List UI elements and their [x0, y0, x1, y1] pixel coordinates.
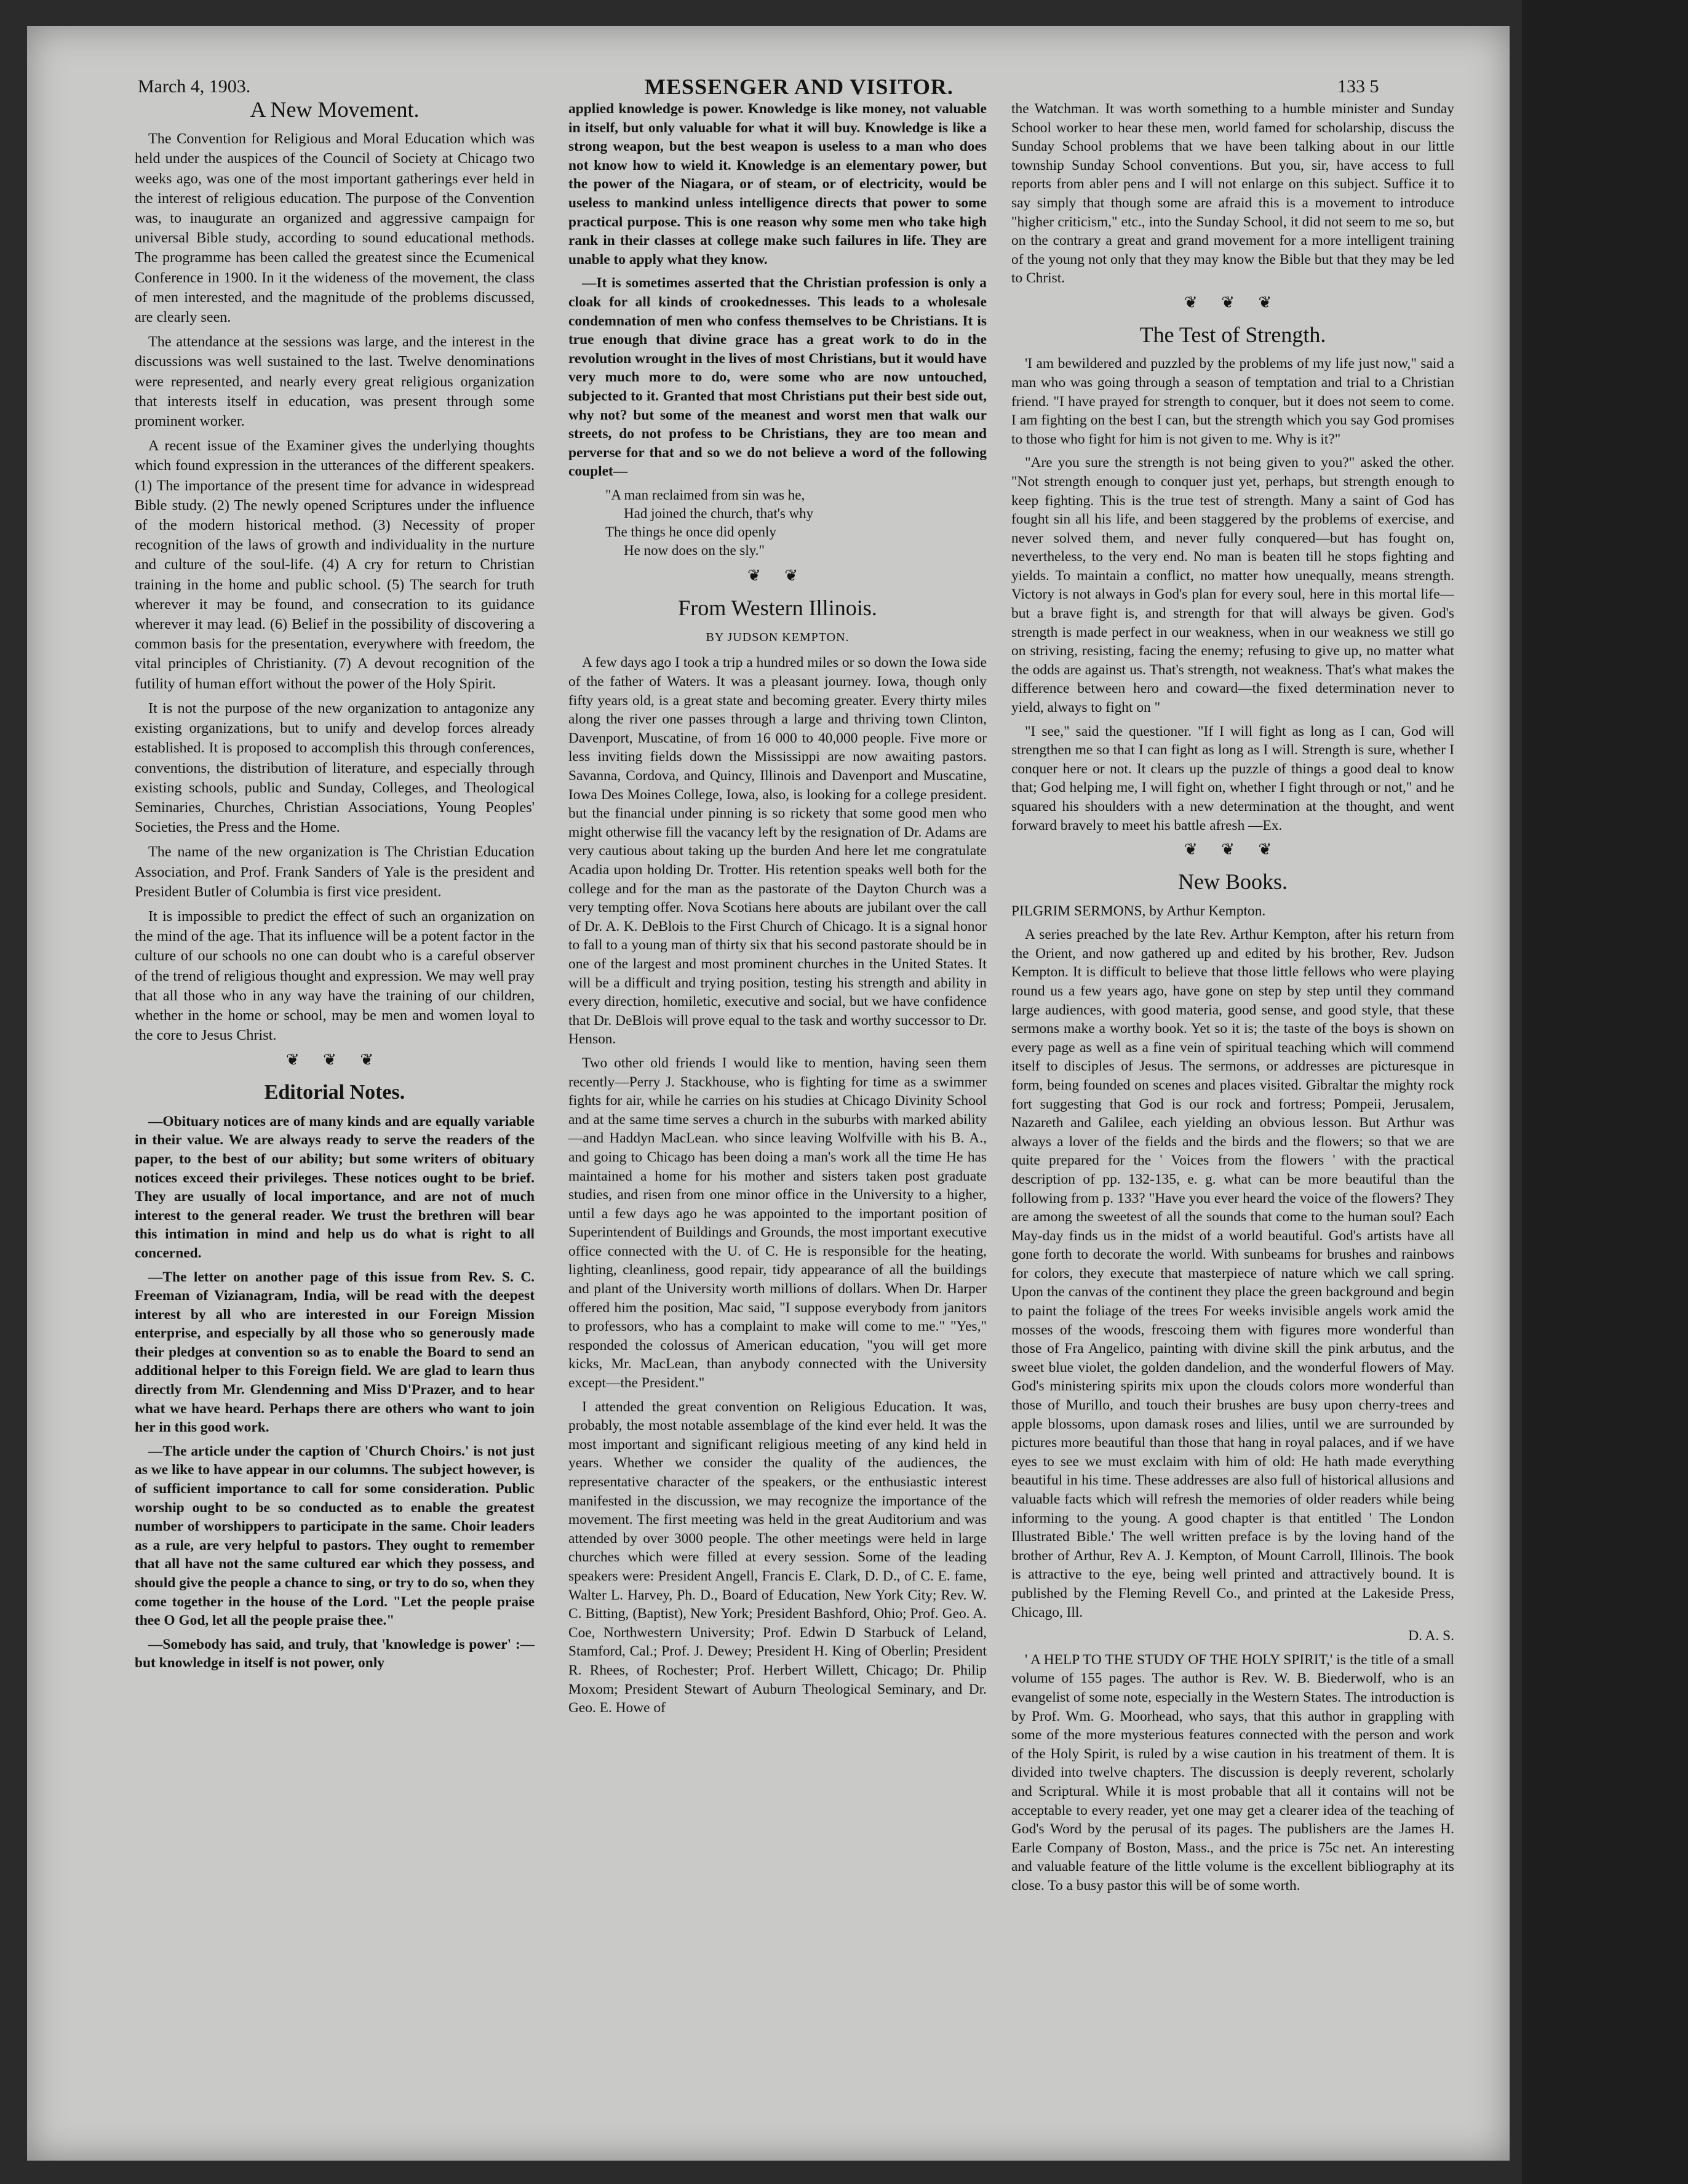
- heading-new-movement: A New Movement.: [250, 100, 420, 122]
- poem-line: The things he once did openly: [605, 524, 776, 540]
- paragraph: A few days ago I took a trip a hundred miles or so down the Iowa side of the father of Waters. It was a pleasant journey. Iowa, though only fifty years old, is a great state and becoming greater. Every thirty miles along the river one passes through a large and thriving town Clinton, Davenport, Muscatine, of from 16 000 to 40,000 people. Five more or less inviting fields down the Mississippi are now awaiting pastors. Savanna, Cordova, and Quincy, Illinois and Davenport and Muscatine, Iowa Des Moines College, Iowa, also, is looking for a college president. but the financial under pinning is so rickety that some good men who might otherwise fill the vacancy left by the resignation of Dr. Adams are very cautious about taking up the burden And here let me congratulate Acadia upon holding Dr. Trotter. His retention speaks well both for the college and for the man as the pastorate of the Dayton Church was a very tempting offer. Nova Scotians here abouts are jubilant over the call of Dr. A. K. DeBlois to the First Church of Chicago. It is a signal honor to fall to a young man of thirty six that his second pastorate should be in one of the largest and most prominent churches in the United States. It will be a difficult and trying position, testing his strength and ability in every direction, homiletic, executive and social, but we have confidence that Dr. DeBlois will prove equal to the task and worthy successor to Dr. Henson.: [568, 655, 987, 1048]
- byline: BY JUDSON KEMPTON.: [706, 631, 850, 645]
- paragraph: The attendance at the sessions was large, and the interest in the discussions was well sustained to the last. Twelve denominations were represented, and nearly every great religious organization that interests itself in education, was present through some prominent worker.: [135, 333, 535, 430]
- heading-western-illinois: From Western Illinois.: [678, 596, 877, 621]
- paragraph: applied knowledge is power. Knowledge is like money, not valuable in itself, but only valuable for what it will buy. Knowledge is like a strong weapon, but the best weapon is useless to a man who does not know how to wield it. Knowledge is an elementary power, but the power of the Niagara, or of steam, or of electricity, would be useless to mankind unless intelligence directs that power to some practical purpose. This is one reason why some men who take high rank in their classes at college make such failures in life. They are unable to apply what they know.: [568, 101, 987, 268]
- paragraph: the Watchman. It was worth something to a humble minister and Sunday School worker to hear these men, world famed for scholarship, discuss the Sunday School problems that we have been talking about in our little township Sunday School conventions. But you, sir, have access to full reports from abler pens and I will not enlarge on this subject. Suffice it to say simply that though some are afraid this is a movement to introduce "higher criticism," etc., into the Sunday School, it did not seem to me so, but on the contrary a great and grand movement for a more intelligent training of the young not only that they may know the Bible but that they may be led to Christ.: [1011, 101, 1454, 287]
- column-middle: [568, 100, 987, 2142]
- ornament-divider: ❦ ❦ ❦: [285, 1051, 384, 1069]
- heading-test-of-strength: The Test of Strength.: [1139, 322, 1326, 348]
- paragraph: It is not the purpose of the new organization to antagonize any existing organizations, but to unify and develop forces already established. It is proposed to accomplish this through conferences, conventions, the distribution of literature, and especially through existing schools, public and Sunday, Colleges, and Theological Seminaries, Churches, Christian Associations, Young Peoples' Societies, the Press and the Home.: [135, 699, 535, 836]
- paragraph: A series preached by the late Rev. Arthur Kempton, after his return from the Orient, and now gathered up and edited by his brother, Rev. Judson Kempton. It is difficult to believe that those little fellows who were playing round us a few years ago, have gone on step by step until they command large audiences, with good materia, good sense, and good style, that these sermons make a worthy book. Yet so it is; the taste of the boys is shown on every page as well as a fine vein of spiritual teaching which will commend itself to disciples of Jesus. The sermons, or addresses are picturesque in form, being founded on scenes and places visited. Gibraltar the mighty rock fort suggesting that God is our rock and fortress; Pompeii, Jerusalem, Nazareth and Galilee, each yielding an obvious lesson. But Arthur was always a lover of the fields and the birds and the flowers; so that we are quite prepared for the ' Voices from the flowers ' with the practical description of pp. 132-135, e. g. what can be more beautiful than the following from p. 133? "Have you ever heard the voice of the flowers? They are among the sweetest of all the sounds that come to the human soul? Each May-day finds us in the midst of a world beautiful. God's artists have all gone forth to decorate the world. With sunbeams for brushes and rainbows for colors, they execute that masterpiece of nature which we call spring. Upon the canvas of the continent they place the green background and begin to paint the foliage of the trees For weeks invisible angels work amid the mosses of the woods, frescoing them with figures more wonderful than those of Fra Angelico, painting with divine skill the pink arbutus, and the sweet blue violet, the golden dandelion, and the wonderful flowers of May. God's ministering spirits mix upon the clouds colors more wonderful than those of Murillo, and touch their brushes are busy upon cherry-trees and apple blossoms, upon damask roses and lilies, until we are surrounded by pictures more beautiful than those that hang in royal palaces, and if we have eyes to see we must exclaim with him of old: He hath made everything beautiful in his time. These addresses are also full of historical allusions and valuable facts which will refresh the memories of older readers while being informing to the young. A good chapter is that entitled ' The London Illustrated Bible.' The well written preface is by the loving hand of the brother of Arthur, Rev A. J. Kempton, of Mount Carroll, Illinois. The book is attractive to the eye, being well printed and attractively bound. It is published by the Fleming Revell Co., and printed at the Lakeside Press, Chicago, Ill.: [1011, 927, 1454, 1620]
- paragraph: ' A HELP TO THE STUDY OF THE HOLY SPIRIT,' is the title of a small volume of 155 pages. The author is Rev. W. B. Biederwolf, who is an evangelist of some note, especially in the Western States. The introduction is by Prof. Wm. G. Moorhead, who says, that this author in grappling with some of the more mysterious features connected with the person and work of the Holy Spirit, is ruled by a wise caution in his treatment of them. It is divided into twelve chapters. The discussion is deeply reverent, scholarly and Scriptural. While it is most probable that all it contains will not be acceptable to every reader, yet one may get a clearer idea of the teaching of God's Word by the perusal of its pages. The publishers are the James H. Earle Company of Boston, Mass., and the price is 75c net. An interesting and valuable feature of the little volume is the excellent bibliography at its close. To a busy pastor this will be of some worth.: [1011, 1651, 1454, 1894]
- editorial-note: —The letter on another page of this issue from Rev. S. C. Freeman of Vizianagram, India, will be read with the deepest interest by all who are interested in our Foreign Mission enterprise, and especially by all those who so generously made their pledges at convention so as to enable the Board to send an additional helper to this Foreign field. We are glad to learn thus directly from Mr. Glendenning and Miss D'Prazer, and to hear what we have heard. Perhaps there are others who want to join her in this good work.: [135, 1269, 535, 1436]
- masthead-title: MESSENGER AND VISITOR.: [645, 74, 953, 99]
- poem-couplet: [605, 486, 987, 560]
- ornament-divider: ❦ ❦ ❦: [1184, 840, 1282, 859]
- paragraph: —It is sometimes asserted that the Christian profession is only a cloak for all kinds of crookednesses. This leads to a wholesale condemnation of men who confess themselves to be Christians. It is true enough that divine grace has a great work to do in the revolution wrought in the lives of most Christians, but it would have very much more to do, were some who are now untouched, subjected to it. Granted that most Christians put their best side out, why not? but some of the meanest and worst men that walk our streets, do not profess to be Christians, they are too mean and perverse for that and so we do not believe a word of the following couplet—: [568, 275, 987, 480]
- dark-page-edge: [1522, 0, 1688, 2184]
- paragraph: The name of the new organization is The Christian Education Association, and Prof. Frank Sanders of Yale is the president and President Butler of Columbia is first vice president.: [135, 843, 535, 900]
- paragraph: Two other old friends I would like to mention, having seen them recently—Perry J. Stackhouse, who is fighting for time as a swimmer fights for air, while he carries on his studies at Chicago Divinity School and at the same time serves a church in the suburbs with marked ability —and Haddyn MacLean. who since leaving Wolfville with his B. A., and going to Chicago has been doing a man's work all the time He has maintained a home for his mother and sisters taken post graduate studies, and risen from one minor office in the University to a higher, until a few days ago he was appointed to the important position of Superintendent of Buildings and Grounds, the most important executive office connected with the U. of C. He is responsible for the heating, lighting, cleanliness, good repair, tidy appearance of all the buildings and plant of the University worth millions of dollars. When Dr. Harper offered him the position, Mac said, "I suppose everybody from janitors to professors, who has a complaint to make will come to me." "Yes," responded the colossus of American education, "you will get more kicks, Mr. MacLean, than anybody connected with the University except—the President.": [568, 1054, 987, 1392]
- paragraph: A recent issue of the Examiner gives the underlying thoughts which found expression in the utterances of the different speakers. (1) The importance of the present time for advance in widespread Bible study. (2) The newly opened Scriptures under the influence of the modern historical method. (3) Necessity of proper recognition of the laws of growth and individuality in the nurture and culture of the soul-life. (4) A cry for return to Christian training in the home and public school. (5) The search for truth wherever it may be found, and consecration to its guidance wherever it may lead. (6) Belief in the possibility of discovering a common basis for the presentation, everywhere with freedom, the vital principles of Christianity. (7) A devout recognition of the futility of human effort without the power of the Holy Spirit.: [135, 437, 535, 692]
- heading-new-books: New Books.: [1178, 869, 1288, 895]
- poem-line: Had joined the church, that's why: [624, 505, 814, 521]
- poem-line: "A man reclaimed from sin was he,: [605, 487, 805, 503]
- newspaper-page: [27, 26, 1510, 2161]
- ornament-divider: ❦ ❦ ❦: [1184, 293, 1282, 311]
- paragraph: I attended the great convention on Religious Education. It was, probably, the most notable assemblage of the kind ever held. It was the most important and significant religious meeting of any kind held in years. Whether we consider the quality of the audiences, the representative character of the speakers, or the enthusiastic interest manifested in the discussion, we may recognize the importance of the movement. The first meeting was held in the great Auditorium and was attended by over 3000 people. The other meetings were held in large churches which were filled at every session. Some of the leading speakers were: President Angell, Francis E. Clark, D. D., of C. E. fame, Walter L. Harvey, Ph. D., Board of Education, New York City; Rev. W. C. Bitting, (Baptist), New York; President Bashford, Ohio; Prof. Geo. A. Coe, Northwestern University; Prof. Edwin D Starbuck of Leland, Stamford, Cal.; Prof. J. Dewey; President H. King of Oberlin; President R. Rhees, of Rochester; Prof. Herbert Willett, Chicago; Dr. Philip Moxom; President Stewart of Auburn Theological Seminary, and Dr. Geo. E. Howe of: [568, 1398, 987, 1716]
- paragraph: It is impossible to predict the effect of such an organization on the mind of the age. That its influence will be a potent factor in the culture of our schools no one can doubt who is a careful observer of the trend of religious thought and expression. We may well pray that all those who in any way have the training of our children, whether in the home or school, may be men and women loyal to the core to Jesus Christ.: [135, 907, 535, 1044]
- paragraph: 'I am bewildered and puzzled by the problems of my life just now," said a man who was going through a season of temptation and trial to a Christian friend. "I have prayed for strength to conquer, but it does not seem to come. I am fighting on the best I can, but the strength which you say God promises to those who fight for him is not given to me. Why is it?": [1011, 356, 1454, 447]
- poem-line: He now does on the sly.": [624, 542, 765, 558]
- paragraph: "I see," said the questioner. "If I will fight as long as I can, God will strengthen me so that I can fight as long as I will. Strength is sure, whether I conquer here or not. It clears up the puzzle of things a good deal to know that; God helping me, I will fight on, whether I fight through or not," and he squared his shoulders with a new determination at the thought, and went forward bravely to meet his battle afresh —Ex.: [1011, 723, 1454, 834]
- editorial-note: —Somebody has said, and truly, that 'knowledge is power' :—but knowledge in itself is not power, only: [135, 1636, 535, 1672]
- page-number: 133 5: [1337, 76, 1379, 97]
- heading-editorial-notes: Editorial Notes.: [264, 1080, 405, 1104]
- editorial-note: —The article under the caption of 'Church Choirs.' is not just as we like to have appear in our columns. The subject however, is of sufficient importance to call for some consideration. Public worship ought to be so conducted as to enable the greatest number of worshippers to participate in the same. Choir leaders as a rule, are very helpful to pastors. They ought to remember that all have not the same cultured ear which they possess, and should give the people a chance to sing, or try to do so, when they come together in the house of the Lord. "Let the people praise thee O God, let all the people praise thee.": [135, 1443, 535, 1629]
- column-left: [135, 100, 535, 2142]
- ornament-divider: ❦ ❦: [747, 566, 808, 584]
- column-right: [1011, 100, 1454, 2142]
- paragraph: The Convention for Religious and Moral Education which was held under the auspices of the Council of Society at Chicago two weeks ago, was one of the most important gatherings ever held in the interest of religious education. The purpose of the Convention was, to inaugurate an organized and aggressive campaign for universal Bible study, according to sound educational methods. The programme has been called the greatest since the Ecumenical Conference in 1900. In it the wideness of the movement, the class of men interested, and the magnitude of the problems discussed, are clearly seen.: [135, 130, 535, 326]
- signature: D. A. S.: [1408, 1628, 1454, 1644]
- editorial-note: —Obituary notices are of many kinds and are equally variable in their value. We are always ready to serve the readers of the paper, to the best of our ability; but some writers of obituary notices exceed their privileges. These notices ought to be brief. They are usually of local importance, and are not of much interest to the general reader. We trust the brethren will bear this intimation in mind and help us do what is right to all concerned.: [135, 1113, 535, 1261]
- paragraph: "Are you sure the strength is not being given to you?" asked the other. "Not strength enough to conquer just yet, perhaps, but strength enough to keep fighting. This is the true test of strength. Many a saint of God has fought sin all his life, and been staggered by the problems of exercise, and never solved them, and never fully conquered—but has fought on, nevertheless, to the very end. No man is beaten till he stops fighting and yields. To maintain a conflict, no matter how unequally, means strength. Victory is not always in God's plan for every soul, here in this mortal life—but a brave fight is, and strength for that will always be given. God's strength is made perfect in our weakness, when in our weakness we still go on striving, resisting, facing the enemy; refusing to give up, no matter what the odds are against us. That's strength, not weakness. That's what makes the difference between hero and coward—the fixed determination never to yield, always to fight on ": [1011, 455, 1454, 716]
- issue-date: March 4, 1903.: [138, 76, 251, 97]
- book-title: PILGRIM SERMONS, by Arthur Kempton.: [1011, 903, 1266, 919]
